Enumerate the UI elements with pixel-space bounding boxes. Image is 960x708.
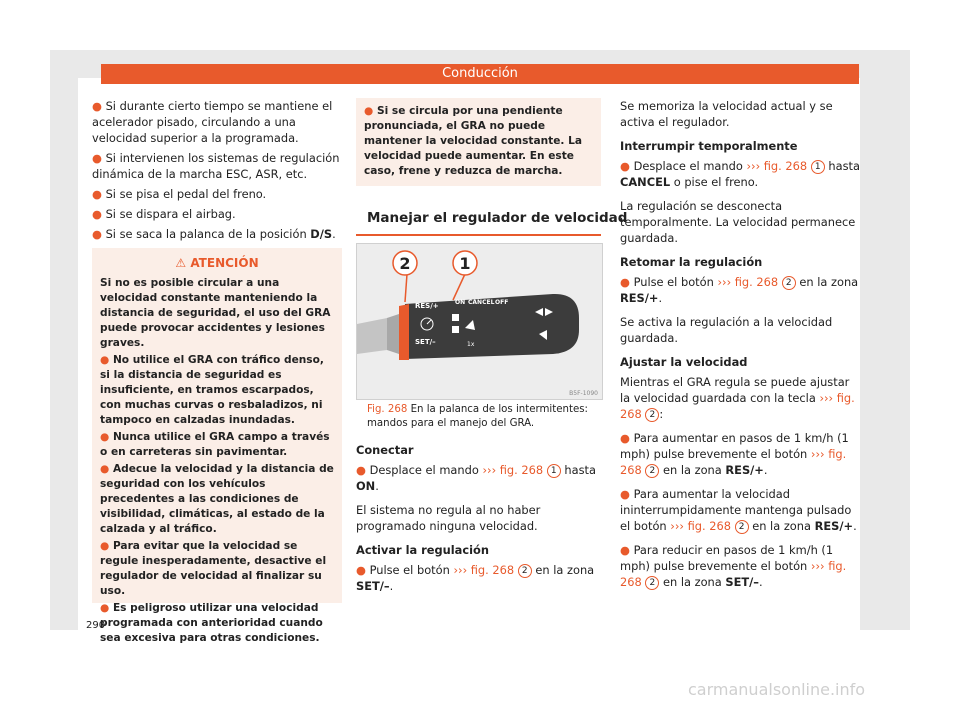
list-item: ● Es peligroso utilizar una velocidad programada con anterioridad cuando sea excesiva para otras condiciones.	[100, 602, 323, 644]
bullet-icon: ●	[620, 275, 634, 289]
bullet-icon: ●	[92, 187, 106, 201]
list-item: ● Pulse el botón ››› fig. 268 2 en la zona RES/+.	[620, 275, 859, 305]
figure-link[interactable]: ››› fig. 268	[482, 463, 544, 477]
warning-intro: Si no es posible circular a una velocidad constante manteniendo la distancia de seguridad, el uso del GRA puede provocar accidentes y lesiones graves.	[100, 277, 331, 349]
list-item: ● Si se dispara el airbag.	[92, 207, 236, 221]
list-item: ● Si durante cierto tiempo se mantiene el acelerador pisado, circulando a una velocidad superior a la programada.	[92, 99, 333, 145]
list-item: ● Para aumentar en pasos de 1 km/h (1 mph) pulse brevemente el botón ››› fig. 268 2 en la zona RES/+.	[620, 431, 849, 477]
bullet-icon: ●	[100, 602, 113, 614]
bullet-icon: ●	[92, 99, 106, 113]
subheading-conectar: Conectar	[356, 443, 414, 457]
bullet-icon: ●	[100, 540, 113, 552]
list-item: ● Si se saca la palanca de la posición D/S.	[92, 227, 336, 241]
figure-link[interactable]: ››› fig. 268	[453, 563, 515, 577]
list-item: ● Para aumentar la velocidad ininterrumpidamente mantenga pulsado el botón ››› fig. 268 2 en la zona RES/+.	[620, 487, 857, 533]
bullet-icon: ●	[92, 227, 106, 241]
callout-1-label: 1	[459, 254, 471, 273]
paragraph: Se activa la regulación a la velocidad guardada.	[620, 315, 833, 345]
list-item: ● Para evitar que la velocidad se regule inesperadamente, desactive el regulador de velocidad al finalizar su uso.	[100, 540, 327, 597]
warning-body	[92, 276, 342, 646]
paragraph: El sistema no regula al no haber programado ninguna velocidad.	[356, 503, 541, 533]
lever-label-res: RES/+	[415, 302, 439, 310]
lever-label-cancel: CANCEL	[468, 299, 495, 306]
headlight-icon	[452, 314, 459, 321]
subheading-interrumpir: Interrumpir temporalmente	[620, 139, 798, 153]
list-item: ● Para reducir en pasos de 1 km/h (1 mph) pulse brevemente el botón ››› fig. 268 2 en la zona SET/–.	[620, 543, 847, 589]
figure-caption: Fig. 268 En la palanca de los intermitentes: mandos para el manejo del GRA.	[367, 404, 588, 429]
bullet-icon: ●	[620, 543, 634, 557]
bullet-icon: ●	[100, 354, 113, 366]
figure-link[interactable]: ››› fig. 268	[746, 159, 808, 173]
figure-cruise-control-lever	[356, 243, 603, 400]
note-box: ● Si se circula por una pendiente pronunciada, el GRA no puede mantener la velocidad constante. La velocidad puede aumentar. En este caso, frene y reduzca de marcha.	[356, 98, 601, 186]
figure-link[interactable]: ››› fig. 268	[620, 559, 847, 589]
lever-label-on: ON	[455, 299, 466, 306]
callout-2-label: 2	[399, 254, 411, 273]
bullet-icon: ●	[620, 431, 634, 445]
bullet-icon: ●	[92, 151, 106, 165]
list-item: ● Desplace el mando ››› fig. 268 1 hasta CANCEL o pise el freno.	[620, 159, 860, 189]
list-item: ● Desplace el mando ››› fig. 268 1 hasta ON.	[356, 463, 596, 493]
foglight-icon	[452, 326, 459, 333]
figure-tag: B5F-1090	[569, 390, 598, 397]
bullet-icon: ●	[100, 431, 113, 443]
lever-illustration	[357, 244, 602, 399]
middle-text	[356, 436, 601, 602]
chapter-header: Conducción	[101, 64, 859, 84]
paragraph: Mientras el GRA regula se puede ajustar la velocidad guardada con la tecla ››› fig. 268 2 :	[620, 375, 855, 421]
list-item: ● Si intervienen los sistemas de regulación dinámica de la marcha ESC, ASR, etc.	[92, 151, 340, 181]
bullet-icon: ●	[356, 463, 370, 477]
list-item: ● Nunca utilice el GRA campo a través o en carreteras sin pavimentar.	[100, 431, 330, 458]
right-column	[620, 98, 860, 598]
subheading-retomar: Retomar la regulación	[620, 255, 763, 269]
figure-link[interactable]: ››› fig. 268	[670, 519, 731, 533]
subheading-ajustar: Ajustar la velocidad	[620, 355, 748, 369]
figure-link[interactable]: ››› fig. 268	[620, 447, 847, 477]
subheading-activar: Activar la regulación	[356, 543, 489, 557]
lever-label-1x: 1x	[467, 341, 475, 348]
list-item: ● Si se pisa el pedal del freno.	[92, 187, 267, 201]
bullet-icon: ●	[92, 207, 106, 221]
warning-triangle-icon: ⚠	[175, 256, 187, 270]
warning-title: ⚠ ATENCIÓN	[175, 256, 259, 270]
watermark: carmanualsonline.info	[688, 680, 866, 699]
section-divider	[356, 234, 601, 236]
list-item: ● Adecue la velocidad y la distancia de seguridad con los vehículos precedentes a las condiciones de visibilidad, climáticas, al estado de la calzada y al tráfico.	[100, 463, 334, 535]
paragraph: Se memoriza la velocidad actual y se activa el regulador.	[620, 99, 833, 129]
section-title: Manejar el regulador de velocidad	[367, 210, 628, 226]
bullet-icon: ●	[620, 159, 634, 173]
bullet-icon: ●	[100, 463, 113, 475]
bullet-icon: ●	[620, 487, 634, 501]
bullet-icon: ●	[364, 105, 377, 117]
bullet-icon: ●	[356, 563, 370, 577]
left-column	[92, 98, 344, 246]
list-item: ● No utilice el GRA con tráfico denso, si la distancia de seguridad es insuficiente, en tramos escarpados, con muchas curvas o resbaladizos, ni tampoco en calzadas inundadas.	[100, 354, 324, 426]
figure-link[interactable]: ››› fig. 268	[717, 275, 779, 289]
lever-label-set: SET/–	[415, 338, 436, 346]
lever-label-off: OFF	[495, 299, 509, 306]
figure-link[interactable]: ››› fig. 268	[620, 391, 855, 421]
page-number: 290	[86, 620, 106, 631]
list-item: ● Pulse el botón ››› fig. 268 2 en la zona SET/–.	[356, 563, 595, 593]
paragraph: La regulación se desconecta temporalmente. La velocidad permanece guardada.	[620, 199, 856, 245]
